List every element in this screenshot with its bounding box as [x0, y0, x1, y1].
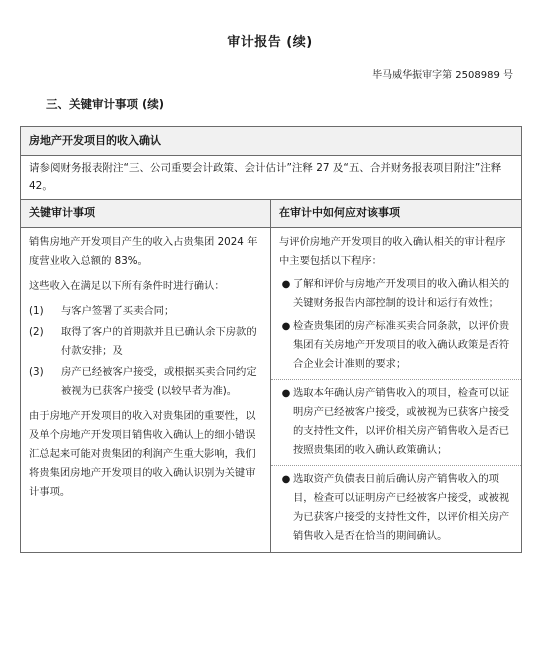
audit-response-cell	[271, 228, 521, 552]
topic-title: 房地产开发项目的收入确认	[29, 134, 161, 147]
condition-number: (2)	[29, 326, 44, 338]
content-row	[21, 228, 521, 552]
left-column-header: 关键审计事项	[21, 200, 271, 227]
key-audit-matters-table	[20, 126, 522, 553]
procedures-intro: 与评价房地产开发项目的收入确认相关的审计程序中主要包括以下程序：	[279, 236, 506, 267]
dotted-divider	[271, 465, 521, 466]
key-audit-matter-cell	[21, 228, 271, 552]
significance-paragraph: 由于房地产开发项目的收入对贵集团的重要性，以及单个房地产开发项目销售收入确认上的细小错误汇总起来可能对贵集团的利润产生重大影响，我们将贵集团房地产开发项目的收入确认识别为关键审计事项。	[29, 410, 256, 498]
condition-item	[29, 302, 262, 321]
condition-text: 与客户签署了买卖合同；	[61, 305, 175, 317]
column-header-row	[21, 200, 521, 228]
reference-note-row	[21, 156, 521, 200]
procedure-item	[279, 384, 513, 460]
condition-item	[29, 323, 262, 361]
section-heading: 三、关键审计事项 (续)	[46, 97, 165, 111]
bullet-icon: ●	[281, 474, 291, 485]
report-title: 审计报告 (续)	[227, 35, 313, 50]
procedure-text: 了解和评价与房地产开发项目的收入确认相关的关键财务报告内部控制的设计和运行有效性；	[293, 278, 510, 309]
bullet-icon: ●	[281, 388, 291, 399]
revenue-share-paragraph: 销售房地产开发项目产生的收入占贵集团 2024 年度营业收入总额的 83%。	[29, 236, 258, 267]
bullet-icon: ●	[281, 279, 291, 290]
report-reference-number: 毕马威华振审字第 2508989 号	[372, 70, 513, 81]
procedure-item	[279, 317, 513, 374]
bullet-icon: ●	[281, 321, 291, 332]
condition-number: (1)	[29, 305, 44, 317]
condition-text: 房产已经被客户接受，或根据买卖合同约定被视为已获客户接受 (以较早者为准)。	[61, 366, 257, 397]
reference-note: 请参阅财务报表附注“三、公司重要会计政策、会计估计”注释 27 及“五、合并财务报表项目附注”注释 42。	[29, 162, 502, 192]
dotted-divider	[271, 379, 521, 380]
condition-item	[29, 363, 262, 401]
procedure-text: 检查贵集团的房产标准买卖合同条款，以评价贵集团有关房地产开发项目的收入确认政策是否符合企业会计准则的要求；	[293, 320, 510, 370]
condition-text: 取得了客户的首期款并且已确认余下房款的付款安排；及	[61, 326, 257, 357]
procedure-text: 选取本年确认房产销售收入的项目，检查可以证明房产已经被客户接受，或被视为已获客户接受的支持性文件，以评价相关房产销售收入是否已按照贵集团的收入确认政策确认；	[293, 387, 510, 456]
condition-number: (3)	[29, 366, 44, 378]
procedure-text: 选取资产负债表日前后确认房产销售收入的项目，检查可以证明房产已经被客户接受，或被视为已获客户接受的支持性文件，以评价相关房产销售收入是否在恰当的期间确认。	[293, 473, 510, 542]
procedure-item	[279, 470, 513, 546]
topic-row	[21, 127, 521, 156]
right-column-header: 在审计中如何应对该事项	[279, 206, 400, 219]
recognition-conditions-intro: 这些收入在满足以下所有条件时进行确认：	[29, 280, 225, 292]
procedure-item	[279, 275, 513, 313]
